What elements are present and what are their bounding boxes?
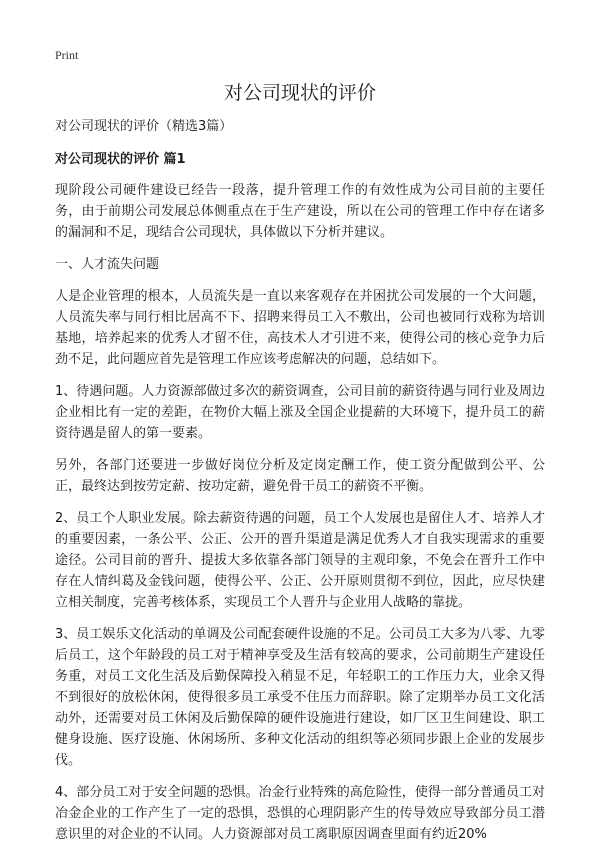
article-body xyxy=(55,180,545,856)
document-subtitle: 对公司现状的评价（精选3篇） xyxy=(55,119,233,134)
page-title: 对公司现状的评价 xyxy=(223,82,376,104)
paragraph-career-development: 2、员工个人职业发展。除去薪资待遇的问题，员工个人发展也是留住人才、培养人才的重要因素，一条公平、公正、公开的晋升渠道是满足优秀人才自我实现需求的重要途径。公司目前的晋升、提拔大多依靠各部门领导的主观印象，不免会在晋升工作中存在人情纠葛及金钱问题，使得公平、公正、公开原则贯彻不到位，因此，应尽快建立相关制度，完善考核体系，实现员工个人晋升与企业用人战略的靠拢。 xyxy=(55,511,545,610)
paragraph-heading-talent-loss: 一、人才流失问题 xyxy=(55,257,160,272)
section-heading: 对公司现状的评价 篇1 xyxy=(55,152,186,167)
paragraph-salary-fairness: 另外，各部门还要进一步做好岗位分析及定岗定酬工作，使工资分配做到公平、公正，最终达到按劳定薪、按功定薪，避免骨干员工的薪资不平衡。 xyxy=(55,458,545,494)
paragraph-culture-activities: 3、员工娱乐文化活动的单调及公司配套硬件设施的不足。公司员工大多为八零、九零后员工，这个年龄段的员工对于精神享受及生活有较高的要求，公司前期生产建设任务重，对员工文化生活及后勤保障投入稍显不足，年轻职工的工作压力大，业余又得不到很好的放松休闲，使得很多员工承受不住压力而辞职。除了定期举办员工文化活动外，还需要对员工休闲及后勤保障的硬件设施进行建设，如厂区卫生间建设、职工健身设施、医疗设施、休闲场所、多种文化活动的组织等必须同步跟上企业的发展步伐。 xyxy=(55,627,545,768)
paragraph-safety-fear: 4、部分员工对于安全问题的恐惧。冶金行业特殊的高危险性，使得一部分普通员工对冶金企业的工作产生了一定的恐惧，恐惧的心理阴影产生的传导效应导致部分员工潜意识里的对企业的不认同。人力资源部对员工离职原因调查里面有约近20% xyxy=(55,785,545,842)
print-link[interactable]: Print xyxy=(55,48,79,62)
paragraph-talent-loss: 人是企业管理的根本，人员流失是一直以来客观存在并困扰公司发展的一个大问题，人员流失率与同行相比居高不下、招聘来得员工入不敷出，公司也被同行戏称为培训基地，培养起来的优秀人才留不住，高技术人才引进不来，使得公司的核心竞争力后劲不足，此问题应首先是管理工作应该考虑解决的问题，总结如下。 xyxy=(55,289,545,367)
paragraph-intro: 现阶段公司硬件建设已经告一段落，提升管理工作的有效性成为公司目前的主要任务，由于前期公司发展总体侧重点在于生产建设，所以在公司的管理工作中存在诸多的漏洞和不足，现结合公司现状，具体做以下分析并建议。 xyxy=(55,183,545,240)
paragraph-salary: 1、待遇问题。人力资源部做过多次的薪资调查，公司目前的薪资待遇与同行业及周边企业相比有一定的差距，在物价大幅上涨及全国企业提薪的大环境下，提升员工的薪资待遇是留人的第一要素。 xyxy=(55,384,545,441)
